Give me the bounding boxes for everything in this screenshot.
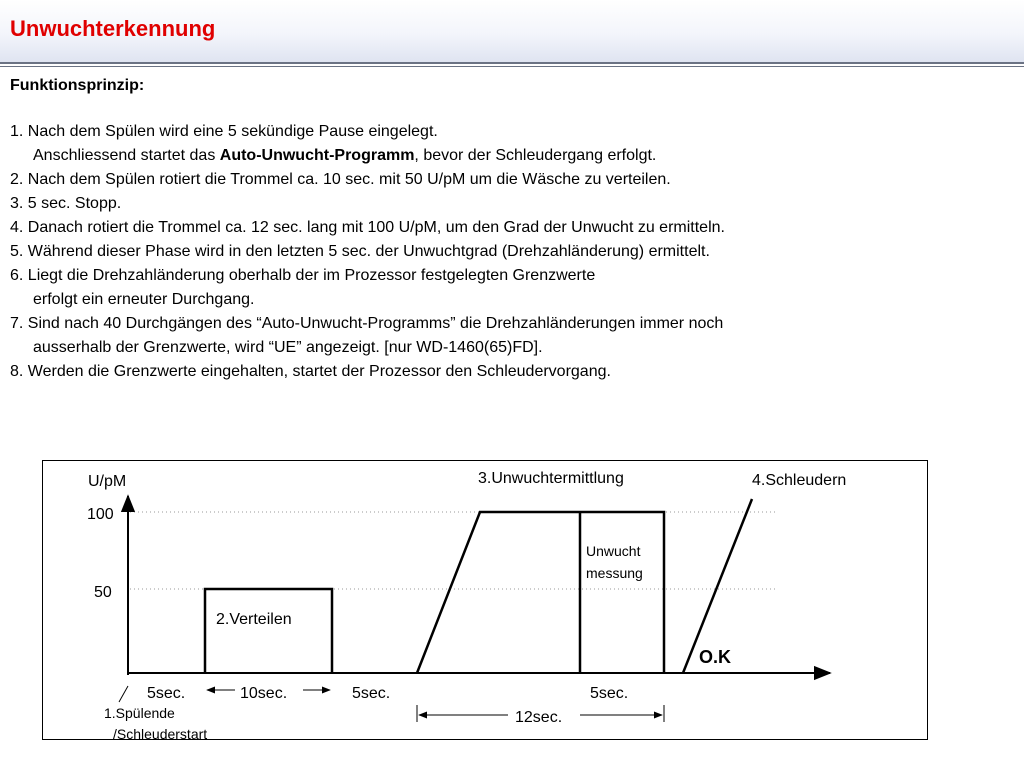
schleudern-label: 4.Schleudern bbox=[752, 472, 847, 489]
spuelende-label-2: /Schleuderstart bbox=[113, 726, 208, 742]
ok-label: O.K bbox=[699, 647, 732, 667]
y-axis-label: U/pM bbox=[88, 473, 127, 490]
step-line-segment: 8. Werden die Grenzwerte eingehalten, startet der Prozessor den Schleudervorgang. bbox=[10, 363, 611, 380]
duration-verteilen: 10sec. bbox=[240, 685, 288, 702]
step-line-segment: 7. Sind nach 40 Durchgängen des “Auto-Unwucht-Programms” die Drehzahländerungen immer noch bbox=[10, 315, 724, 332]
unwuchtermittlung-profile bbox=[417, 512, 664, 673]
duration-messung: 5sec. bbox=[590, 685, 629, 702]
step-line-segment: , bevor der Schleudergang erfolgt. bbox=[414, 147, 657, 164]
slide-title: Unwuchterkennung bbox=[10, 16, 216, 41]
y-tick-100: 100 bbox=[87, 506, 114, 523]
step-line-segment: erfolgt ein erneuter Durchgang. bbox=[33, 291, 255, 308]
verteilen-label: 2.Verteilen bbox=[216, 611, 292, 628]
spuelende-pointer bbox=[119, 686, 128, 702]
step-line-segment: 3. 5 sec. Stopp. bbox=[10, 195, 122, 212]
step-line-segment: 6. Liegt die Drehzahländerung oberhalb der im Prozessor festgelegten Grenzwerte bbox=[10, 267, 596, 284]
step-line-segment: ausserhalb der Grenzwerte, wird “UE” angezeigt. [nur WD-1460(65)FD]. bbox=[33, 339, 543, 356]
step-line-segment: 1. Nach dem Spülen wird eine 5 sekündige Pause eingelegt. bbox=[10, 123, 438, 140]
section-heading: Funktionsprinzip: bbox=[10, 77, 145, 94]
unwucht-messung-label-2: messung bbox=[586, 565, 643, 581]
y-tick-50: 50 bbox=[94, 584, 112, 601]
step-line-bold-segment: Auto-Unwucht-Programm bbox=[219, 147, 415, 164]
spuelende-label-1: 1.Spülende bbox=[104, 705, 175, 721]
step-line-segment: 4. Danach rotiert die Trommel ca. 12 sec. lang mit 100 U/pM, um den Grad der Unwucht zu ermitteln. bbox=[10, 219, 725, 236]
duration-stopp: 5sec. bbox=[352, 685, 391, 702]
duration-ermittlung-total: 12sec. bbox=[515, 709, 563, 726]
verteilen-pulse bbox=[205, 589, 332, 673]
step-line-segment: 2. Nach dem Spülen rotiert die Trommel ca. 10 sec. mit 50 U/pM um die Wäsche zu verteilen. bbox=[10, 171, 671, 188]
duration-pause-1: 5sec. bbox=[147, 685, 186, 702]
step-line-segment: 5. Während dieser Phase wird in den letzten 5 sec. der Unwuchtgrad (Drehzahländerung) ermittelt. bbox=[10, 243, 710, 260]
unwuchtermittlung-label: 3.Unwuchtermittlung bbox=[478, 470, 624, 487]
step-line-segment: Anschliessend startet das bbox=[33, 147, 220, 164]
unwucht-messung-label-1: Unwucht bbox=[586, 543, 641, 559]
